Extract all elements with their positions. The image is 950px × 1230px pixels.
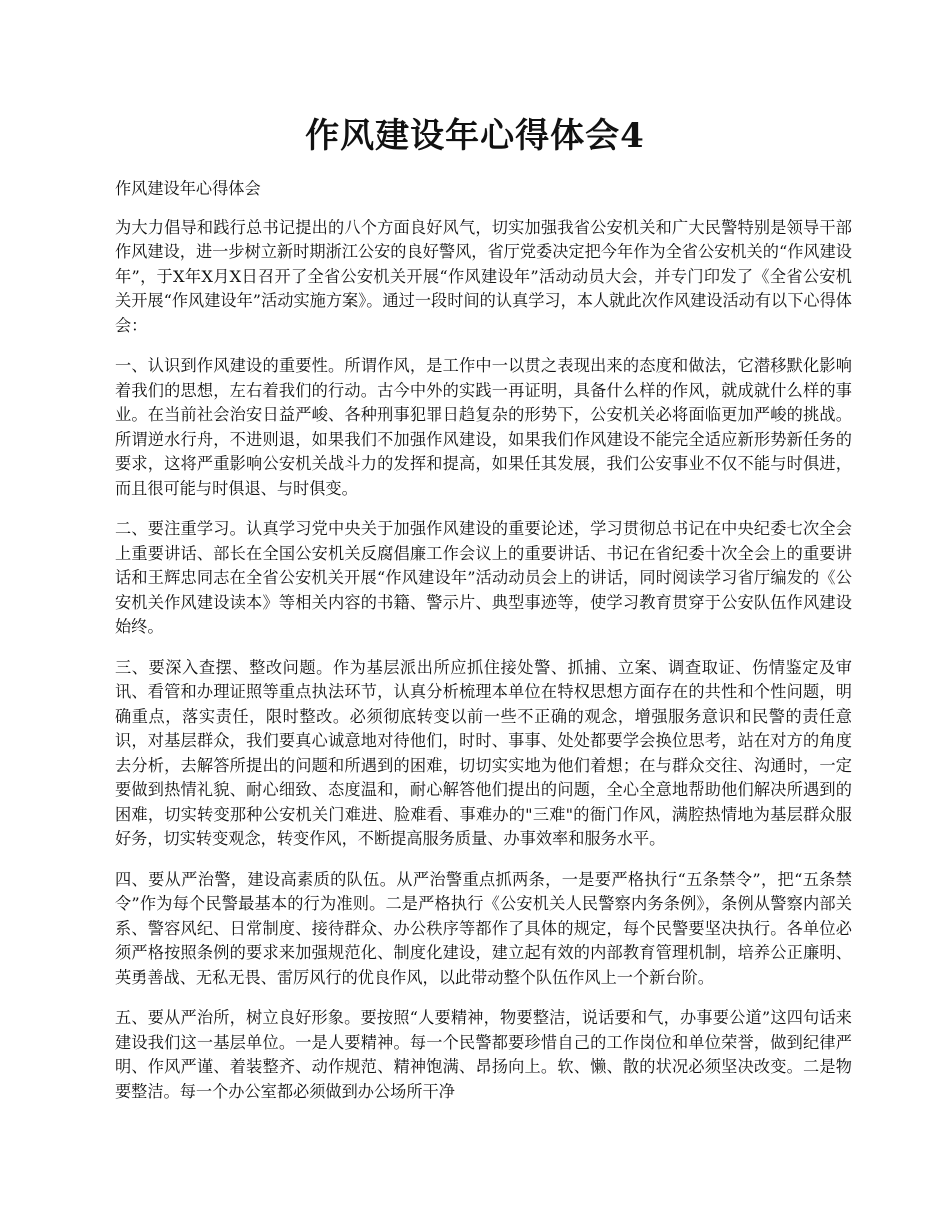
paragraph-section-3: 三、要深入查摆、整改问题。作为基层派出所应抓住接处警、抓捕、立案、调查取证、伤情鉴定及审讯、看管和办理证照等重点执法环节，认真分析梳理本单位在特权思想方面存在的共性和个性问题，明确重点，落实责任，限时整改。必须彻底转变以前一些不正确的观念，增强服务意识和民警的责任意识，对基层群众，我们要真心诚意地对待他们，时时、事事、处处都要学会换位思考，站在对方的角度去分析，去解答所提出的问题和所遇到的困难，切切实实地为他们着想；在与群众交往、沟通时，一定要做到热情礼貌、耐心细致、态度温和，耐心解答他们提出的问题，全心全意地帮助他们解决所遇到的困难，切实转变那种公安机关门难进、脸难看、事难办的"三难"的衙门作风，满腔热情地为基层群众服好务，切实转变观念，转变作风，不断提高服务质量、办事效率和服务水平。	[115, 657, 852, 848]
paragraph-section-4: 四、要从严治警，建设高素质的队伍。从严治警重点抓两条，一是要严格执行“五条禁令”，把“五条禁令”作为每个民警最基本的行为准则。二是严格执行《公安机关人民警察内务条例》，条例从警察内部关系、警容风纪、日常制度、接待群众、办公秩序等都作了具体的规定，每个民警要坚决执行。各单位必须严格按照条例的要求来加强规范化、制度化建设，建立起有效的内部教育管理机制，培养公正廉明、英勇善战、无私无畏、雷厉风行的优良作风，以此带动整个队伍作风上一个新台阶。	[115, 869, 852, 987]
paragraph-section-5: 五、要从严治所，树立良好形象。要按照“人要精神，物要整洁，说话要和气，办事要公道”这四句话来建设我们这一基层单位。一是人要精神。每一个民警都要珍惜自己的工作岗位和单位荣誉，做到纪律严明、作风严谨、着装整齐、动作规范、精神饱满、昂扬向上。软、懒、散的状况必须坚决改变。二是物要整洁。每一个办公室都必须做到办公场所干净	[115, 1008, 852, 1101]
paragraph-section-1: 一、认识到作风建设的重要性。所谓作风，是工作中一以贯之表现出来的态度和做法，它潜移默化影响着我们的思想，左右着我们的行动。古今中外的实践一再证明，具备什么样的作风，就成就什么样的事业。在当前社会治安日益严峻、各种刑事犯罪日趋复杂的形势下，公安机关必将面临更加严峻的挑战。所谓逆水行舟，不进则退，如果我们不加强作风建设，如果我们作风建设不能完全适应新形势新任务的要求，这将严重影响公安机关战斗力的发挥和提高，如果任其发展，我们公安事业不仅不能与时俱进，而且很可能与时俱退、与时俱变。	[115, 356, 852, 498]
paragraph-intro: 为大力倡导和践行总书记提出的八个方面良好风气，切实加强我省公安机关和广大民警特别是领导干部作风建设，进一步树立新时期浙江公安的良好警风，省厅党委决定把今年作为全省公安机关的“作风建设年”，于X年X月X日召开了全省公安机关开展“作风建设年”活动动员大会，并专门印发了《全省公安机关开展“作风建设年”活动实施方案》。通过一段时间的认真学习，本人就此次作风建设活动有以下心得体会：	[115, 217, 852, 335]
document-body	[115, 177, 852, 1120]
document-subtitle: 作风建设年心得体会	[115, 179, 261, 198]
paragraph-section-2: 二、要注重学习。认真学习党中央关于加强作风建设的重要论述，学习贯彻总书记在中央纪委七次全会上重要讲话、部长在全国公安机关反腐倡廉工作会议上的重要讲话、书记在省纪委十次全会上的重要讲话和王辉忠同志在全省公安机关开展“作风建设年”活动动员会上的讲话，同时阅读学习省厅编发的《公安机关作风建设读本》等相关内容的书籍、警示片、典型事迹等，使学习教育贯穿于公安队伍作风建设始终。	[115, 519, 852, 636]
page-title: 作风建设年心得体会4	[305, 116, 645, 156]
